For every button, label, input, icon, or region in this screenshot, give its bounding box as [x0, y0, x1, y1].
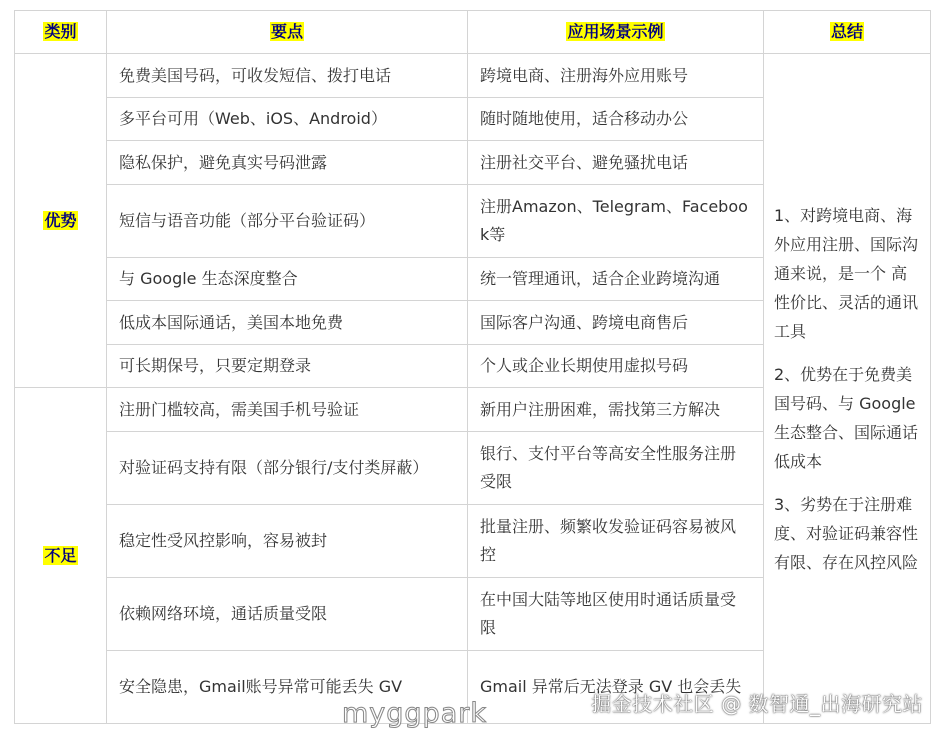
example-cell: 新用户注册困难，需找第三方解决	[468, 388, 764, 432]
comparison-table-container	[14, 10, 930, 724]
example-cell: 注册社交平台、避免骚扰电话	[468, 141, 764, 185]
table-row	[15, 54, 931, 98]
comparison-table	[14, 10, 931, 724]
point-cell: 对验证码支持有限（部分银行/支付类屏蔽）	[107, 432, 468, 505]
header-category: 类别	[15, 11, 107, 54]
example-cell: 统一管理通讯，适合企业跨境沟通	[468, 258, 764, 301]
point-cell: 低成本国际通话，美国本地免费	[107, 301, 468, 345]
point-cell: 安全隐患，Gmail账号异常可能丢失 GV	[107, 651, 468, 724]
header-point: 要点	[107, 11, 468, 54]
point-cell: 依赖网络环境，通话质量受限	[107, 578, 468, 651]
point-cell: 注册门槛较高，需美国手机号验证	[107, 388, 468, 432]
example-cell: Gmail 异常后无法登录 GV 也会丢失	[468, 651, 764, 724]
point-cell: 与 Google 生态深度整合	[107, 258, 468, 301]
point-cell: 免费美国号码，可收发短信、拨打电话	[107, 54, 468, 98]
category-advantages: 优势	[15, 54, 107, 388]
header-row	[15, 11, 931, 54]
example-cell: 批量注册、频繁收发验证码容易被风控	[468, 505, 764, 578]
point-cell: 隐私保护，避免真实号码泄露	[107, 141, 468, 185]
point-cell: 可长期保号，只要定期登录	[107, 345, 468, 388]
example-cell: 银行、支付平台等高安全性服务注册受限	[468, 432, 764, 505]
header-example: 应用场景示例	[468, 11, 764, 54]
header-summary: 总结	[764, 11, 931, 54]
example-cell: 国际客户沟通、跨境电商售后	[468, 301, 764, 345]
summary-item: 2、优势在于免费美国号码、与 Google 生态整合、国际通话低成本	[774, 364, 919, 471]
example-cell: 在中国大陆等地区使用时通话质量受限	[468, 578, 764, 651]
watermark-right: 掘金技术社区 @ 数智通_出海研究站	[591, 692, 923, 716]
point-cell: 稳定性受风控影响，容易被封	[107, 505, 468, 578]
example-cell: 随时随地使用，适合移动办公	[468, 98, 764, 141]
point-cell: 短信与语音功能（部分平台验证码）	[107, 185, 468, 258]
category-disadvantages: 不足	[15, 388, 107, 724]
example-cell: 跨境电商、注册海外应用账号	[468, 54, 764, 98]
example-cell: 个人或企业长期使用虚拟号码	[468, 345, 764, 388]
summary-item: 3、劣势在于注册难度、对验证码兼容性有限、存在风控风险	[774, 494, 919, 572]
summary-item: 1、对跨境电商、海外应用注册、国际沟通来说，是一个 高性价比、灵活的通讯工具	[774, 205, 919, 341]
watermark-left: myggpark	[342, 698, 487, 729]
point-cell: 多平台可用（Web、iOS、Android）	[107, 98, 468, 141]
example-cell: 注册Amazon、Telegram、Facebook等	[468, 185, 764, 258]
summary-cell	[764, 54, 931, 724]
